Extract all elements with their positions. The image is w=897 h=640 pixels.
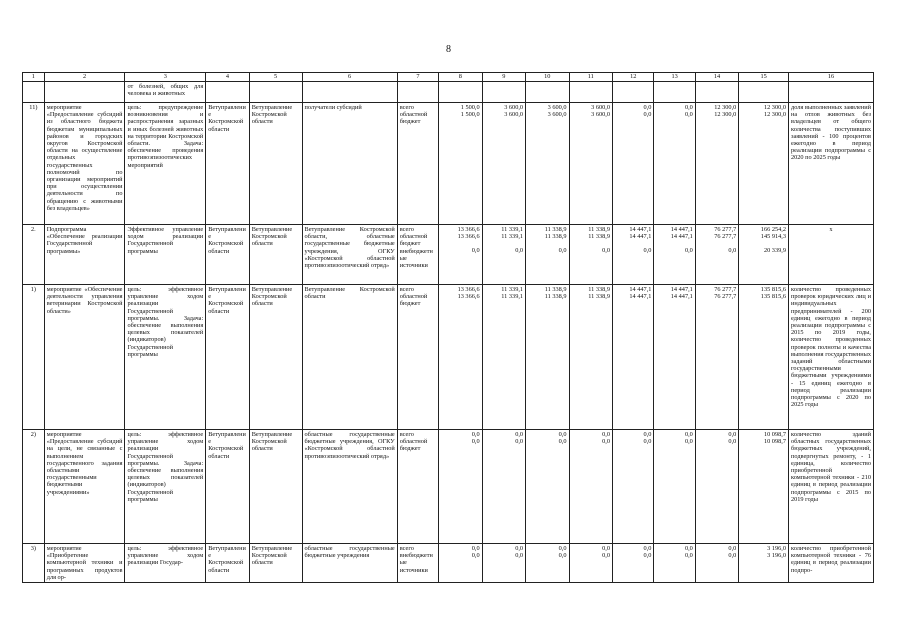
header-cell: 9 — [482, 73, 525, 82]
amount-cell — [695, 82, 738, 103]
amount-cell — [439, 285, 482, 430]
amount-cell — [569, 285, 612, 430]
amount-value: 135 815,6 — [760, 293, 786, 301]
row-number-cell: 1) — [23, 285, 45, 430]
header-cell: 14 — [695, 73, 738, 82]
amount-value: 1 500,0 — [460, 104, 480, 111]
result-indicator-cell: количество проведенных проверок юридических лиц и индивидуальных предпринимателей - 200 единиц ежегодно в период реализации подпрограммы с 2015 по 2019 годы, количество проведенных проверок полноты и качества выполнения государственных заданий областными государственными бюджетными учреждениями - 15 единиц ежегодно в период реализации подпрограммы с 2020 по 2025 годы — [788, 285, 873, 430]
amount-cell — [695, 544, 738, 583]
amount-cell — [739, 544, 789, 583]
amount-cell — [482, 285, 525, 430]
amount-cell — [654, 430, 695, 544]
executor-cell — [206, 82, 249, 103]
activity-name-cell: Подпрограмма «Обеспечение реализации Государственной программы» — [44, 225, 125, 285]
result-indicator-cell: количество зданий областных государственных бюджетных учреждений, подвергнутых ремонту, - 1 единица, количество приобретенной компьютерной техники - 210 единиц в период реализации подпрограммы с 2015 по 2019 годы — [788, 430, 873, 544]
amount-value: 0,0 — [643, 104, 652, 111]
goal-cell: цель: предупреждение возникновения и распространения заразных и иных болезней животных на территории Костромской области. Задача: обеспечение проведения противоэпизоотических мероприятий — [125, 103, 206, 225]
amount-value: 11 339,1 — [501, 286, 524, 293]
recipients-cell: получатели субсидий — [302, 103, 397, 225]
funding-source-item: всего — [399, 545, 414, 552]
amount-value: 76 277,7 — [714, 293, 737, 301]
amount-cell — [439, 82, 482, 103]
coexecutor-cell: Ветуправление Костромской области — [249, 225, 302, 285]
recipients-cell: Ветуправление Костромской области, областные государственные бюджетные учреждения, ОГКУ «Костромской областной противоэпизоотический отряд» — [302, 225, 397, 285]
recipients-cell: Ветуправление Костромской области — [302, 285, 397, 430]
executor-cell: Ветуправление Костромской области — [206, 544, 249, 583]
amount-cell — [482, 103, 525, 225]
amount-cell — [569, 544, 612, 583]
amount-cell — [526, 103, 569, 225]
header-cell: 3 — [125, 73, 206, 82]
amount-value: 12 300,0 — [714, 104, 737, 111]
amount-value: 10 098,7 — [763, 438, 786, 446]
goal-cell: цель: эффективное управление ходом реализации Государственной программы. Задача: обеспечение выполнения целевых показателей (индикаторов) Государственной программы — [125, 285, 206, 430]
amount-value: 0,0 — [515, 552, 524, 560]
amount-value: 14 447,1 — [629, 226, 652, 233]
amount-value: 11 338,9 — [588, 293, 611, 301]
header-cell: 12 — [613, 73, 654, 82]
amount-value: 12 300,0 — [763, 111, 786, 119]
recipients-cell: областные государственные бюджетные учреждения — [302, 544, 397, 583]
funding-source-item: внебюджетные источники — [399, 552, 433, 574]
amount-value: 0,0 — [471, 545, 480, 552]
amount-value: 13 366,6 — [457, 286, 480, 293]
funding-source-item: областной бюджет — [399, 233, 428, 248]
amount-value: 0,0 — [602, 431, 611, 438]
amount-value: 11 338,9 — [588, 286, 611, 293]
row-number-cell: 2. — [23, 225, 45, 285]
amount-value: 14 447,1 — [629, 233, 652, 241]
funding-source-item: внебюджетные источники — [399, 247, 433, 270]
amount-cell — [439, 103, 482, 225]
header-cell: 16 — [788, 73, 873, 82]
header-cell: 5 — [249, 73, 302, 82]
amount-value: 0,0 — [558, 438, 567, 446]
amount-cell — [569, 82, 612, 103]
amount-cell — [482, 225, 525, 285]
amount-value: 0,0 — [728, 247, 737, 255]
amount-value: 0,0 — [728, 431, 737, 438]
funding-source-item: всего — [399, 286, 414, 293]
goal-cell: Эффективное управление ходом реализации Государственной программы — [125, 225, 206, 285]
amount-cell — [654, 285, 695, 430]
amount-value: 0,0 — [471, 247, 480, 255]
coexecutor-cell: Ветуправление Костромской области — [249, 544, 302, 583]
amount-value: 13 366,6 — [457, 226, 480, 233]
funding-source-cell — [397, 430, 438, 544]
amount-cell — [439, 544, 482, 583]
amount-value: 135 815,6 — [760, 286, 786, 293]
amount-value: 11 338,9 — [544, 233, 567, 241]
activity-name-cell: мероприятие «Предоставление субсидий на цели, не связанные с выполнением государственного задания областными государственными бюджетными учреждениями» — [44, 430, 125, 544]
amount-value: 3 600,0 — [591, 104, 611, 111]
amount-cell — [613, 225, 654, 285]
result-indicator-cell: доля выполненных заявлений на отлов животных без владельцев от общего количества поступивших заявлений - 100 процентов ежегодно в период реализации подпрограммы с 2020 по 2025 годы — [788, 103, 873, 225]
coexecutor-cell: Ветуправление Костромской области — [249, 103, 302, 225]
amount-value: 0,0 — [471, 431, 480, 438]
amount-cell — [613, 103, 654, 225]
amount-value: 3 600,0 — [504, 104, 524, 111]
header-cell: 13 — [654, 73, 695, 82]
amount-cell — [739, 103, 789, 225]
amount-value: 20 339,9 — [763, 247, 786, 255]
amount-value: 0,0 — [515, 438, 524, 446]
amount-value: 11 338,9 — [544, 293, 567, 301]
amount-cell — [695, 225, 738, 285]
amount-cell — [654, 544, 695, 583]
funding-source-cell — [397, 544, 438, 583]
amount-value: 0,0 — [471, 552, 480, 560]
amount-value: 76 277,7 — [714, 286, 737, 293]
amount-value: 11 339,1 — [501, 226, 524, 233]
row-number-cell: 3) — [23, 544, 45, 583]
amount-value: 0,0 — [684, 545, 693, 552]
amount-value: 11 338,9 — [588, 233, 611, 241]
amount-value: 0,0 — [684, 438, 693, 446]
amount-value: 14 447,1 — [670, 226, 693, 233]
amount-cell — [654, 225, 695, 285]
amount-value: 0,0 — [602, 545, 611, 552]
amount-cell — [439, 430, 482, 544]
activity-name-cell: мероприятие «Обеспечение деятельности управления ветеринарии Костромской области» — [44, 285, 125, 430]
amount-value: 11 339,1 — [501, 293, 524, 301]
header-cell: 15 — [739, 73, 789, 82]
amount-cell — [739, 82, 789, 103]
amount-cell — [439, 225, 482, 285]
header-cell: 11 — [569, 73, 612, 82]
amount-value: 0,0 — [602, 552, 611, 560]
amount-value: 0,0 — [471, 438, 480, 446]
amount-value: 3 196,0 — [767, 552, 786, 560]
amount-value: 11 338,9 — [544, 286, 567, 293]
goal-cell: цель: эффективное управление ходом реализации Государ- — [125, 544, 206, 583]
table-row — [23, 82, 874, 103]
header-cell: 4 — [206, 73, 249, 82]
amount-value: 14 447,1 — [670, 293, 693, 301]
row-number-cell: 2) — [23, 430, 45, 544]
amount-value: 0,0 — [643, 438, 652, 446]
recipients-cell — [302, 82, 397, 103]
row-number-cell: 11) — [23, 103, 45, 225]
table-row — [23, 544, 874, 583]
amount-value: 166 254,2 — [760, 226, 786, 233]
amount-value: 12 300,0 — [714, 111, 737, 119]
amount-value: 0,0 — [515, 247, 524, 255]
executor-cell: Ветуправление Костромской области — [206, 430, 249, 544]
funding-source-cell — [397, 225, 438, 285]
funding-source-item: областной бюджет — [399, 111, 428, 126]
amount-value: 76 277,7 — [714, 233, 737, 241]
amount-value: 0,0 — [558, 247, 567, 255]
amount-value: 12 300,0 — [763, 104, 786, 111]
amount-cell — [613, 430, 654, 544]
amount-cell — [526, 285, 569, 430]
amount-cell — [526, 82, 569, 103]
amount-cell — [569, 103, 612, 225]
amount-value: 0,0 — [558, 431, 567, 438]
coexecutor-cell: Ветуправление Костромской области — [249, 430, 302, 544]
amount-value: 0,0 — [643, 545, 652, 552]
amount-value: 14 447,1 — [670, 286, 693, 293]
amount-value: 0,0 — [515, 431, 524, 438]
recipients-cell: областные государственные бюджетные учреждения, ОГКУ «Костромской областной противоэпизоотический отряд» — [302, 430, 397, 544]
funding-source-item: областной бюджет — [399, 438, 428, 453]
amount-value: 1 500,0 — [460, 111, 480, 119]
program-table — [22, 72, 874, 583]
coexecutor-cell — [249, 82, 302, 103]
amount-value: 0,0 — [728, 545, 737, 552]
amount-cell — [613, 544, 654, 583]
activity-name-cell — [44, 82, 125, 103]
amount-cell — [569, 225, 612, 285]
amount-cell — [739, 430, 789, 544]
executor-cell: Ветуправление Костромской области — [206, 225, 249, 285]
amount-value: 0,0 — [643, 552, 652, 560]
header-row — [23, 73, 874, 82]
amount-cell — [739, 285, 789, 430]
funding-source-item: всего — [399, 431, 414, 438]
amount-value: 145 914,3 — [760, 233, 786, 241]
amount-value: 0,0 — [728, 438, 737, 446]
result-indicator-cell: х — [788, 225, 873, 285]
amount-value: 14 447,1 — [629, 293, 652, 301]
activity-name-cell: мероприятие «Предоставление субсидий из областного бюджета бюджетам муниципальных районов и городских округов Костромской области на осуществление отдельных государственных полномочий по организации мероприятий при осуществлении деятельности по обращению с животными без владельцев» — [44, 103, 125, 225]
goal-cell: от болезней, общих для человека и животных — [125, 82, 206, 103]
amount-cell — [482, 82, 525, 103]
amount-value: 14 447,1 — [670, 233, 693, 241]
amount-value: 13 366,6 — [457, 233, 480, 241]
header-cell: 10 — [526, 73, 569, 82]
amount-value: 0,0 — [602, 247, 611, 255]
page-number: 8 — [446, 44, 451, 55]
amount-value: 13 366,6 — [457, 293, 480, 301]
amount-value: 10 098,7 — [763, 431, 786, 438]
coexecutor-cell: Ветуправление Костромской области — [249, 285, 302, 430]
amount-cell — [739, 225, 789, 285]
amount-cell — [695, 103, 738, 225]
amount-value: 0,0 — [515, 545, 524, 552]
goal-cell: цель: эффективное управление ходом реализации Государственной программы. Задача: обеспечение выполнения целевых показателей (индикаторов) Государственной программы — [125, 430, 206, 544]
amount-value: 11 339,1 — [501, 233, 524, 241]
header-cell: 8 — [439, 73, 482, 82]
funding-source-item: всего — [399, 226, 414, 233]
table-row — [23, 225, 874, 285]
activity-name-cell: мероприятие «Приобретение компьютерной техники и программных продуктов для ор- — [44, 544, 125, 583]
amount-value: 3 600,0 — [547, 104, 567, 111]
amount-value: 0,0 — [643, 247, 652, 255]
amount-value: 0,0 — [684, 111, 693, 119]
table-row — [23, 103, 874, 225]
funding-source-cell — [397, 82, 438, 103]
header-cell: 7 — [397, 73, 438, 82]
amount-value: 3 600,0 — [547, 111, 567, 119]
funding-source-cell — [397, 103, 438, 225]
amount-cell — [613, 285, 654, 430]
funding-source-cell — [397, 285, 438, 430]
amount-cell — [482, 544, 525, 583]
amount-value: 0,0 — [684, 104, 693, 111]
amount-cell — [526, 544, 569, 583]
amount-cell — [482, 430, 525, 544]
amount-value: 0,0 — [684, 431, 693, 438]
funding-source-item: всего — [399, 104, 414, 111]
amount-value: 76 277,7 — [714, 226, 737, 233]
amount-cell — [526, 430, 569, 544]
amount-cell — [695, 430, 738, 544]
amount-value: 0,0 — [643, 111, 652, 119]
amount-value: 0,0 — [558, 552, 567, 560]
amount-value: 0,0 — [728, 552, 737, 560]
row-number-cell — [23, 82, 45, 103]
amount-cell — [654, 103, 695, 225]
table-row — [23, 430, 874, 544]
amount-cell — [613, 82, 654, 103]
amount-value: 0,0 — [558, 545, 567, 552]
amount-value: 0,0 — [643, 431, 652, 438]
header-cell: 6 — [302, 73, 397, 82]
result-indicator-cell — [788, 82, 873, 103]
header-cell: 1 — [23, 73, 45, 82]
amount-cell — [695, 285, 738, 430]
amount-value: 11 338,9 — [588, 226, 611, 233]
funding-source-item: областной бюджет — [399, 293, 428, 308]
amount-value: 0,0 — [684, 247, 693, 255]
amount-cell — [569, 430, 612, 544]
result-indicator-cell: количество приобретенной компьютерной техники - 76 единиц в период реализации подпро- — [788, 544, 873, 583]
table-row — [23, 285, 874, 430]
amount-value: 0,0 — [602, 438, 611, 446]
amount-value: 3 196,0 — [767, 545, 786, 552]
amount-cell — [526, 225, 569, 285]
amount-value: 14 447,1 — [629, 286, 652, 293]
amount-value: 0,0 — [684, 552, 693, 560]
header-cell: 2 — [44, 73, 125, 82]
amount-value: 11 338,9 — [544, 226, 567, 233]
executor-cell: Ветуправление Костромской области — [206, 285, 249, 430]
amount-value: 3 600,0 — [591, 111, 611, 119]
amount-cell — [654, 82, 695, 103]
amount-value: 3 600,0 — [504, 111, 524, 119]
executor-cell: Ветуправление Костромской области — [206, 103, 249, 225]
